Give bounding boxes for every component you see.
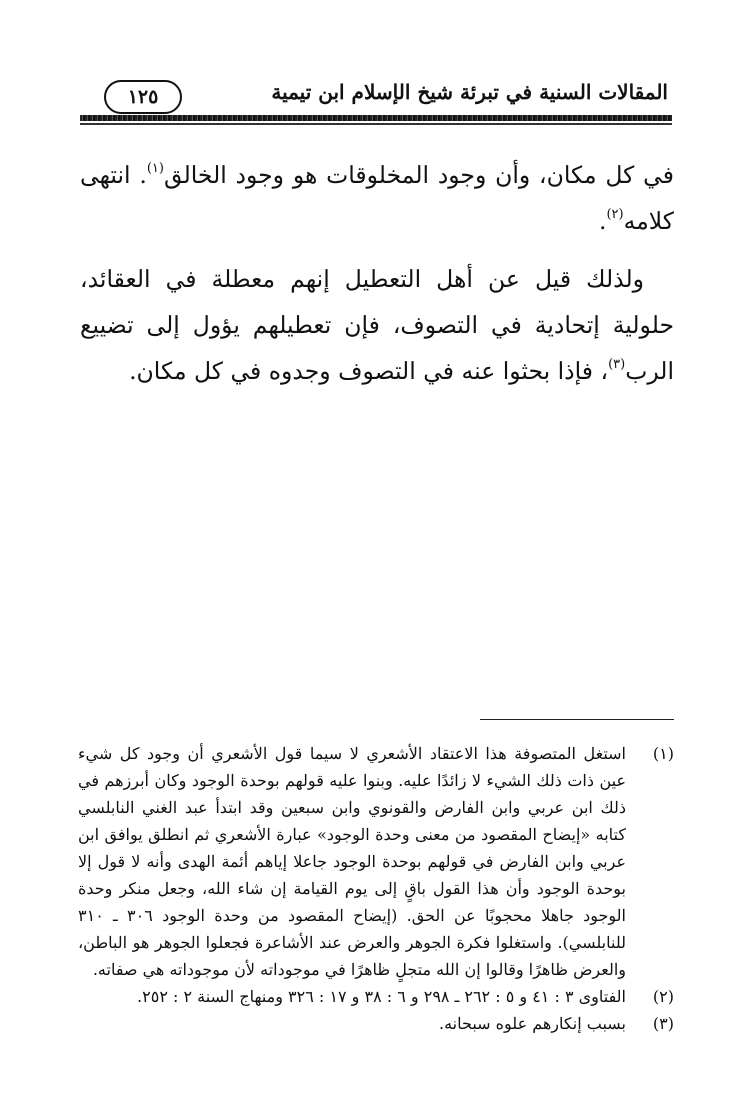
- footnote-ref-3: (٣): [608, 357, 626, 372]
- footnote-1: [78, 740, 674, 983]
- header-rule-thick: [80, 115, 672, 121]
- paragraph-1-end: .: [598, 207, 607, 235]
- footnote-number: (١): [652, 744, 674, 763]
- paragraph-1: [80, 152, 674, 244]
- page-header: [80, 68, 672, 112]
- paragraph-2-text: ولذلك قيل عن أهل التعطيل إنهم معطلة في العقائد، حلولية إتحادية في التصوف، فإن تعطيلهم يؤول إلى تضييع الرب: [80, 265, 674, 385]
- footnote-separator: [480, 719, 674, 720]
- main-text: [80, 152, 674, 394]
- footnote-text: استغل المتصوفة هذا الاعتقاد الأشعري لا سيما قول الأشعري أن وجود كل شيء عين ذات ذلك الشيء لا زائدًا عليه. وبنوا عليه قولهم بوحدة الوجود وكان أبرزهم في ذلك ابن عربي وابن الفارض والقونوي وابن سبعين وقد ابتدأ عبد الغني النابلسي كتابه «إيضاح المقصود من معنى وحدة الوجود» عبارة الأشعري ثم انطلق يوافق ابن عربي وابن الفارض في قولهم بوحدة الوجود جاعلا إياهم أئمة الهدى وأنه لا قول إلا بوحدة الوجود وأن هذا القول باقٍ إلى يوم القيامة إن شاء الله، وجعل منكر وحدة الوجود جاهلا محجوبًا عن الحق. (إيضاح المقصود من وحدة الوجود ٣٠٦ ـ ٣١٠ للنابلسي). واستغلوا فكرة الجوهر والعرض عند الأشاعرة فجعلوا الجوهر هو الباطن، والعرض ظاهرًا وقالوا إن الله متجلٍ ظاهرًا في موجوداته لأن موجوداته هي صفاته.: [78, 744, 627, 979]
- page-number: ١٢٥: [104, 80, 182, 114]
- paragraph-2: [80, 256, 674, 394]
- footnote-ref-2: (٢): [606, 207, 624, 222]
- footnote-number: (٣): [652, 1014, 674, 1033]
- paragraph-1-text: في كل مكان، وأن وجود المخلوقات هو وجود الخالق: [163, 161, 674, 189]
- paragraph-2-text-2: ، فإذا بحثوا عنه في التصوف وجدوه في كل مكان.: [129, 357, 609, 385]
- footnote-3: [78, 1010, 674, 1037]
- footnote-ref-1: (١): [146, 161, 164, 176]
- running-title: المقالات السنية في تبرئة شيخ الإسلام ابن تيمية: [271, 80, 668, 104]
- footnote-number: (٢): [652, 987, 674, 1006]
- footnote-2: [78, 983, 674, 1010]
- footnote-text: الفتاوى ٣ : ٤١ و ٥ : ٢٦٢ ـ ٢٩٨ و ٦ : ٣٨ و ١٧ : ٣٢٦ ومنهاج السنة ٢ : ٢٥٢.: [137, 987, 626, 1006]
- footnotes: [78, 740, 674, 1037]
- footnote-text: بسبب إنكارهم علوه سبحانه.: [439, 1014, 626, 1033]
- header-rule-thin: [80, 123, 672, 125]
- paragraph-1-text-2: . انتهى كلامه: [80, 161, 674, 235]
